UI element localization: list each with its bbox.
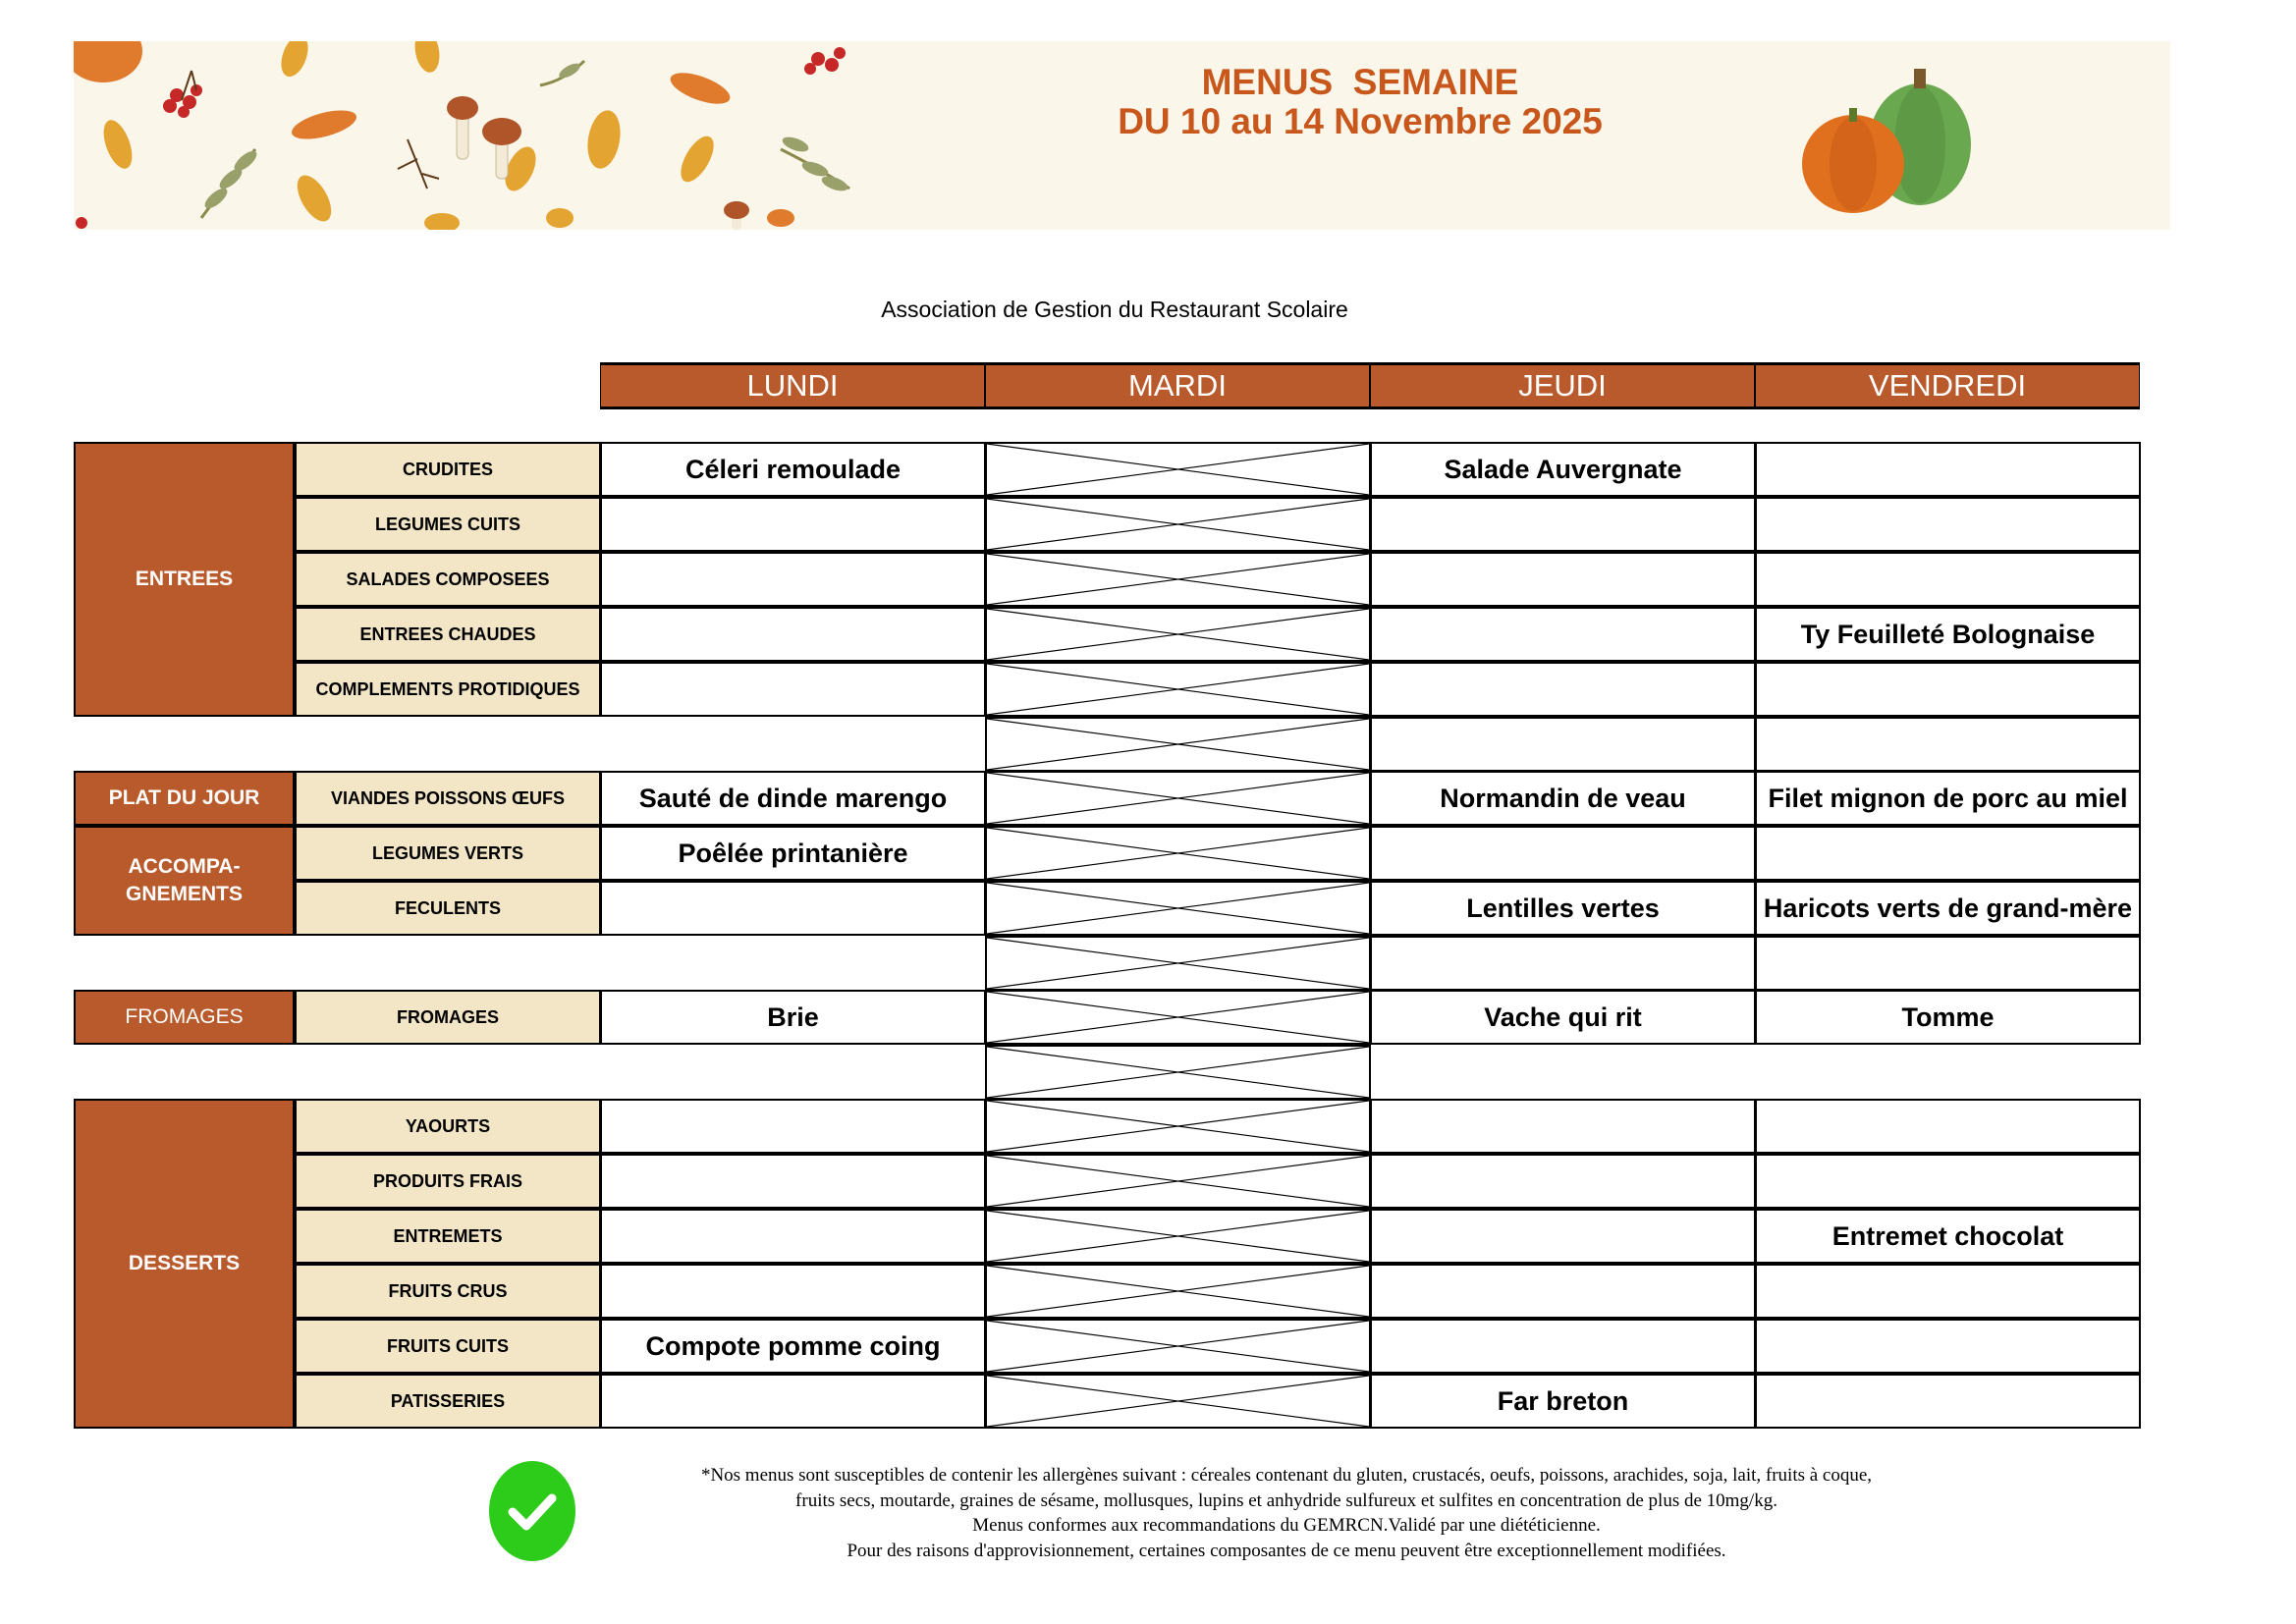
menu-cell-vendredi <box>1755 1264 2141 1319</box>
menu-cell-jeudi <box>1370 607 1756 662</box>
title-line-2: DU 10 au 14 Novembre 2025 <box>1118 101 1603 141</box>
crossed-cell-mardi <box>985 1374 1371 1429</box>
row-label: FRUITS CUITS <box>295 1319 601 1374</box>
menu-cell-lundi: Céleri remoulade <box>600 442 986 497</box>
menu-cell-vendredi <box>1755 826 2141 881</box>
menu-cell-lundi: Compote pomme coing <box>600 1319 986 1374</box>
crossed-cell-mardi <box>985 1099 1371 1154</box>
crossed-cell-mardi <box>985 990 1371 1045</box>
category-plat-du-jour: PLAT DU JOUR <box>74 771 295 826</box>
footer-line-3: Menus conformes aux recommandations du GEMRCN.Validé par une diététicienne. <box>972 1515 1601 1536</box>
row-label: LEGUMES VERTS <box>295 826 601 881</box>
crossed-cell-mardi <box>985 881 1371 936</box>
footer-line-4: Pour des raisons d'approvisionnement, certaines composantes de ce menu peuvent être exceptionnellement modifiées. <box>847 1540 1726 1561</box>
crossed-cell-mardi <box>985 552 1371 607</box>
menu-cell-vendredi <box>1755 442 2141 497</box>
footer-line-2: fruits secs, moutarde, graines de sésame, mollusques, lupins et anhydride sulfureux et sulfites en concentration de plus de 10mg/kg. <box>795 1489 1777 1511</box>
row-label: FROMAGES <box>295 990 601 1045</box>
menu-cell-jeudi <box>1370 497 1756 552</box>
menu-cell-vendredi: Haricots verts de grand-mère <box>1755 881 2141 936</box>
menu-cell-vendredi: Tomme <box>1755 990 2141 1045</box>
row-label: FRUITS CRUS <box>295 1264 601 1319</box>
category-accompagnements: ACCOMPA- GNEMENTS <box>74 826 295 936</box>
menu-cell-vendredi <box>1755 662 2141 717</box>
row-label: CRUDITES <box>295 442 601 497</box>
crossed-cell-mardi <box>985 771 1371 826</box>
crossed-cell-mardi <box>985 826 1371 881</box>
spacer-cell <box>1370 717 1756 772</box>
menu-cell-vendredi <box>1755 1099 2141 1154</box>
menu-cell-lundi: Poêlée printanière <box>600 826 986 881</box>
row-label: VIANDES POISSONS ŒUFS <box>295 771 601 826</box>
association-name: Association de Gestion du Restaurant Scolaire <box>881 297 1348 322</box>
row-label: ENTREMETS <box>295 1209 601 1264</box>
crossed-cell-mardi <box>985 607 1371 662</box>
menu-cell-jeudi: Far breton <box>1370 1374 1756 1429</box>
menu-title <box>982 63 1738 141</box>
crossed-cell-mardi <box>985 1319 1371 1374</box>
menu-cell-jeudi: Lentilles vertes <box>1370 881 1756 936</box>
row-label: YAOURTS <box>295 1099 601 1154</box>
menu-cell-lundi <box>600 1374 986 1429</box>
menu-cell-jeudi <box>1370 1209 1756 1264</box>
day-header-lundi: LUNDI <box>600 362 985 409</box>
row-label: LEGUMES CUITS <box>295 497 601 552</box>
row-label: PATISSERIES <box>295 1374 601 1429</box>
menu-cell-vendredi: Filet mignon de porc au miel <box>1755 771 2141 826</box>
row-label: COMPLEMENTS PROTIDIQUES <box>295 662 601 717</box>
crossed-cell-mardi <box>985 1264 1371 1319</box>
category-fromages: FROMAGES <box>74 990 295 1045</box>
menu-cell-lundi <box>600 1154 986 1209</box>
category-desserts: DESSERTS <box>74 1099 295 1429</box>
crossed-cell-mardi <box>985 497 1371 552</box>
crossed-cell-mardi <box>985 936 1371 991</box>
menu-cell-lundi: Sauté de dinde marengo <box>600 771 986 826</box>
row-label: SALADES COMPOSEES <box>295 552 601 607</box>
menu-cell-jeudi <box>1370 1319 1756 1374</box>
menu-cell-vendredi <box>1755 1319 2141 1374</box>
menu-cell-lundi: Brie <box>600 990 986 1045</box>
menu-cell-jeudi <box>1370 826 1756 881</box>
menu-cell-lundi <box>600 497 986 552</box>
menu-cell-lundi <box>600 607 986 662</box>
row-label: PRODUITS FRAIS <box>295 1154 601 1209</box>
menu-cell-lundi <box>600 552 986 607</box>
row-label: ENTREES CHAUDES <box>295 607 601 662</box>
spacer-cell <box>1755 936 2141 991</box>
footer-line-1: *Nos menus sont susceptibles de contenir les allergènes suivant : céreales contenant du gluten, crustacés, oeufs, poissons, arachides, soja, lait, fruits à coque, <box>700 1465 1873 1486</box>
menu-cell-lundi <box>600 1264 986 1319</box>
crossed-cell-mardi <box>985 1154 1371 1209</box>
menu-cell-vendredi <box>1755 497 2141 552</box>
menu-cell-jeudi <box>1370 1264 1756 1319</box>
menu-cell-jeudi <box>1370 1099 1756 1154</box>
allergen-notice <box>550 1463 2023 1563</box>
spacer-cell <box>1370 936 1756 991</box>
menu-cell-lundi <box>600 881 986 936</box>
day-header-mardi: MARDI <box>985 362 1370 409</box>
menu-cell-lundi <box>600 1099 986 1154</box>
menu-cell-jeudi <box>1370 1154 1756 1209</box>
menu-cell-vendredi <box>1755 1154 2141 1209</box>
crossed-cell-mardi <box>985 662 1371 717</box>
menu-cell-vendredi: Ty Feuilleté Bolognaise <box>1755 607 2141 662</box>
menu-cell-vendredi <box>1755 1374 2141 1429</box>
menu-cell-vendredi: Entremet chocolat <box>1755 1209 2141 1264</box>
crossed-cell-mardi <box>985 1045 1371 1100</box>
menu-cell-lundi <box>600 662 986 717</box>
title-line-1: MENUS SEMAINE <box>1201 62 1519 102</box>
menu-cell-jeudi: Vache qui rit <box>1370 990 1756 1045</box>
row-label: FECULENTS <box>295 881 601 936</box>
menu-cell-lundi <box>600 1209 986 1264</box>
menu-cell-jeudi: Normandin de veau <box>1370 771 1756 826</box>
menu-cell-jeudi <box>1370 662 1756 717</box>
crossed-cell-mardi <box>985 442 1371 497</box>
day-header-jeudi: JEUDI <box>1370 362 1755 409</box>
day-header-vendredi: VENDREDI <box>1755 362 2140 409</box>
menu-cell-jeudi: Salade Auvergnate <box>1370 442 1756 497</box>
menu-cell-vendredi <box>1755 552 2141 607</box>
spacer-cell <box>1755 717 2141 772</box>
crossed-cell-mardi <box>985 717 1371 772</box>
menu-cell-jeudi <box>1370 552 1756 607</box>
category-entrees: ENTREES <box>74 442 295 717</box>
crossed-cell-mardi <box>985 1209 1371 1264</box>
